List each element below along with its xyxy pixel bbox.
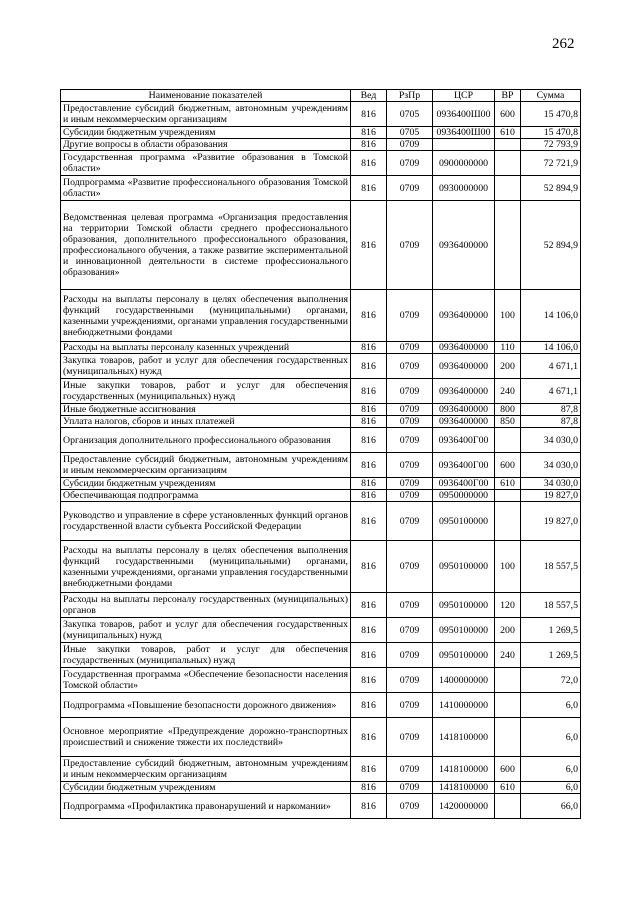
row-rzpr: 0709: [387, 668, 433, 693]
row-sum: 52 894,9: [521, 201, 581, 290]
row-vr: 100: [495, 290, 521, 342]
table-row: [61, 541, 581, 593]
row-ved: 816: [351, 453, 387, 478]
row-name: Подпрограмма «Повышение безопасности дорожного движения»: [61, 693, 351, 718]
row-ved: 816: [351, 794, 387, 819]
row-name: Предоставление субсидий бюджетным, автономным учреждениям и иным некоммерческим организациям: [61, 757, 351, 782]
row-vr: 850: [495, 416, 521, 428]
row-name: Уплата налогов, сборов и иных платежей: [61, 416, 351, 428]
row-sum: 87,8: [521, 416, 581, 428]
row-ved: 816: [351, 404, 387, 416]
row-sum: 19 827,0: [521, 502, 581, 541]
row-name: Государственная программа «Обеспечение безопасности населения Томской области»: [61, 668, 351, 693]
table-row: [61, 502, 581, 541]
row-name: Расходы на выплаты персоналу в целях обеспечения выполнения функций государственными (муниципальными) органами, казенными учреждениями, органами управления государственными внебюджетными фондами: [61, 290, 351, 342]
row-sum: 15 470,8: [521, 102, 581, 127]
row-rzpr: 0709: [387, 541, 433, 593]
row-vr: 240: [495, 643, 521, 668]
row-name: Ведомственная целевая программа «Организация предоставления на территории Томской области среднего профессионального образования, дополнительного профессионального образования, профессионального обучения, а также развитие экспериментальной и инновационной деятельности в системе профессионального образования»: [61, 201, 351, 290]
row-sum: 15 470,8: [521, 127, 581, 139]
row-rzpr: 0709: [387, 490, 433, 502]
table-row: [61, 416, 581, 428]
row-name: Предоставление субсидий бюджетным, автономным учреждениям и иным некоммерческим организациям: [61, 453, 351, 478]
row-rzpr: 0709: [387, 354, 433, 379]
row-ved: 816: [351, 428, 387, 453]
row-sum: 52 894,9: [521, 176, 581, 201]
column-header-name: Наименование показателей: [61, 90, 351, 102]
row-sum: 72 793,9: [521, 139, 581, 151]
row-csr: 1410000000: [433, 693, 495, 718]
row-rzpr: 0709: [387, 618, 433, 643]
row-name: Субсидии бюджетным учреждениям: [61, 478, 351, 490]
table-row: [61, 718, 581, 757]
row-ved: 816: [351, 416, 387, 428]
row-ved: 816: [351, 127, 387, 139]
row-rzpr: 0709: [387, 139, 433, 151]
row-ved: 816: [351, 290, 387, 342]
row-name: Расходы на выплаты персоналу казенных учреждений: [61, 342, 351, 354]
table-row: [61, 453, 581, 478]
row-ved: 816: [351, 541, 387, 593]
row-csr: 0936400000: [433, 201, 495, 290]
table-row: [61, 139, 581, 151]
row-sum: 14 106,0: [521, 342, 581, 354]
row-name: Субсидии бюджетным учреждениям: [61, 127, 351, 139]
row-vr: [495, 151, 521, 176]
row-name: Основное мероприятие «Предупреждение дорожно-транспортных происшествий и снижение тяжести их последствий»: [61, 718, 351, 757]
row-csr: 0950100000: [433, 618, 495, 643]
row-ved: 816: [351, 354, 387, 379]
row-csr: 0936400Г00: [433, 453, 495, 478]
table-row: [61, 354, 581, 379]
row-ved: 816: [351, 102, 387, 127]
row-sum: 34 030,0: [521, 428, 581, 453]
budget-table: [60, 89, 581, 819]
row-sum: 18 557,5: [521, 541, 581, 593]
column-header-csr: ЦСР: [433, 90, 495, 102]
row-sum: 34 030,0: [521, 478, 581, 490]
row-csr: 0936400000: [433, 354, 495, 379]
row-sum: 1 269,5: [521, 618, 581, 643]
column-header-vr: ВР: [495, 90, 521, 102]
row-vr: [495, 794, 521, 819]
row-rzpr: 0709: [387, 151, 433, 176]
row-csr: 0936400000: [433, 416, 495, 428]
row-vr: 240: [495, 379, 521, 404]
row-sum: 72,0: [521, 668, 581, 693]
row-sum: 6,0: [521, 718, 581, 757]
row-ved: 816: [351, 379, 387, 404]
row-vr: 110: [495, 342, 521, 354]
row-name: Расходы на выплаты персоналу в целях обеспечения выполнения функций государственными (муниципальными) органами, казенными учреждениями, органами управления государственными внебюджетными фондами: [61, 541, 351, 593]
row-csr: 0936400Г00: [433, 478, 495, 490]
row-vr: 610: [495, 478, 521, 490]
row-csr: 1418100000: [433, 782, 495, 794]
row-rzpr: 0709: [387, 416, 433, 428]
row-csr: 0936400Ш00: [433, 127, 495, 139]
row-ved: 816: [351, 593, 387, 618]
row-vr: 600: [495, 102, 521, 127]
row-ved: 816: [351, 490, 387, 502]
row-csr: 1420000000: [433, 794, 495, 819]
table-row: [61, 102, 581, 127]
row-sum: 72 721,9: [521, 151, 581, 176]
row-csr: 1418100000: [433, 718, 495, 757]
row-vr: 600: [495, 453, 521, 478]
row-sum: 1 269,5: [521, 643, 581, 668]
row-sum: 14 106,0: [521, 290, 581, 342]
row-ved: 816: [351, 668, 387, 693]
table-row: [61, 404, 581, 416]
row-ved: 816: [351, 757, 387, 782]
row-ved: 816: [351, 643, 387, 668]
row-name: Государственная программа «Развитие образования в Томской области»: [61, 151, 351, 176]
row-vr: [495, 490, 521, 502]
row-rzpr: 0709: [387, 478, 433, 490]
row-csr: 0950100000: [433, 502, 495, 541]
row-vr: [495, 668, 521, 693]
row-rzpr: 0709: [387, 502, 433, 541]
row-name: Организация дополнительного профессионального образования: [61, 428, 351, 453]
row-csr: 0936400000: [433, 342, 495, 354]
table-row: [61, 176, 581, 201]
table-row: [61, 618, 581, 643]
row-vr: [495, 139, 521, 151]
row-rzpr: 0705: [387, 127, 433, 139]
row-vr: [495, 201, 521, 290]
row-vr: [495, 502, 521, 541]
row-ved: 816: [351, 718, 387, 757]
row-name: Закупка товаров, работ и услуг для обеспечения государственных (муниципальных) нужд: [61, 354, 351, 379]
column-header-rzpr: РзПр: [387, 90, 433, 102]
page-number: 262: [552, 36, 575, 52]
row-name: Обеспечивающая подпрограмма: [61, 490, 351, 502]
row-sum: 34 030,0: [521, 453, 581, 478]
row-name: Иные закупки товаров, работ и услуг для обеспечения государственных (муниципальных) нужд: [61, 643, 351, 668]
column-header-sum: Сумма: [521, 90, 581, 102]
row-vr: 200: [495, 354, 521, 379]
row-ved: 816: [351, 693, 387, 718]
row-rzpr: 0709: [387, 693, 433, 718]
row-ved: 816: [351, 176, 387, 201]
row-ved: 816: [351, 151, 387, 176]
table-row: [61, 757, 581, 782]
row-sum: 6,0: [521, 693, 581, 718]
row-rzpr: 0709: [387, 794, 433, 819]
row-csr: [433, 139, 495, 151]
row-csr: 1400000000: [433, 668, 495, 693]
row-name: Руководство и управление в сфере установленных функций органов государственной власти субъекта Российской Федерации: [61, 502, 351, 541]
table-row: [61, 290, 581, 342]
row-csr: 0930000000: [433, 176, 495, 201]
table-row: [61, 593, 581, 618]
table-header-row: [61, 90, 581, 102]
row-ved: 816: [351, 139, 387, 151]
row-vr: 600: [495, 757, 521, 782]
row-csr: 1418100000: [433, 757, 495, 782]
table-row: [61, 428, 581, 453]
row-name: Иные бюджетные ассигнования: [61, 404, 351, 416]
row-vr: 120: [495, 593, 521, 618]
row-name: Подпрограмма «Развитие профессионального образования Томской области»: [61, 176, 351, 201]
row-vr: 100: [495, 541, 521, 593]
row-vr: [495, 693, 521, 718]
table-row: [61, 342, 581, 354]
row-csr: 0900000000: [433, 151, 495, 176]
table-row: [61, 201, 581, 290]
row-name: Предоставление субсидий бюджетным, автономным учреждениям и иным некоммерческим организациям: [61, 102, 351, 127]
row-ved: 816: [351, 618, 387, 643]
row-name: Другие вопросы в области образования: [61, 139, 351, 151]
column-header-ved: Вед: [351, 90, 387, 102]
table-row: [61, 782, 581, 794]
row-sum: 66,0: [521, 794, 581, 819]
row-sum: 19 827,0: [521, 490, 581, 502]
row-rzpr: 0709: [387, 757, 433, 782]
row-sum: 18 557,5: [521, 593, 581, 618]
table-row: [61, 379, 581, 404]
row-sum: 6,0: [521, 757, 581, 782]
row-rzpr: 0709: [387, 643, 433, 668]
row-rzpr: 0709: [387, 593, 433, 618]
row-name: Расходы на выплаты персоналу государственных (муниципальных) органов: [61, 593, 351, 618]
row-ved: 816: [351, 502, 387, 541]
row-csr: 0950100000: [433, 593, 495, 618]
row-rzpr: 0709: [387, 428, 433, 453]
row-csr: 0936400Г00: [433, 428, 495, 453]
row-sum: 4 671,1: [521, 354, 581, 379]
row-rzpr: 0709: [387, 782, 433, 794]
row-rzpr: 0705: [387, 102, 433, 127]
row-ved: 816: [351, 201, 387, 290]
row-name: Закупка товаров, работ и услуг для обеспечения государственных (муниципальных) нужд: [61, 618, 351, 643]
table-row: [61, 643, 581, 668]
row-ved: 816: [351, 782, 387, 794]
row-sum: 87,8: [521, 404, 581, 416]
table-row: [61, 151, 581, 176]
row-vr: [495, 718, 521, 757]
row-vr: [495, 428, 521, 453]
row-vr: [495, 176, 521, 201]
row-rzpr: 0709: [387, 404, 433, 416]
row-name: Подпрограмма «Профилактика правонарушений и наркомании»: [61, 794, 351, 819]
table-row: [61, 490, 581, 502]
row-rzpr: 0709: [387, 342, 433, 354]
row-csr: 0950100000: [433, 541, 495, 593]
row-ved: 816: [351, 478, 387, 490]
row-vr: 610: [495, 782, 521, 794]
row-csr: 0950000000: [433, 490, 495, 502]
table-row: [61, 794, 581, 819]
row-vr: 610: [495, 127, 521, 139]
table-row: [61, 127, 581, 139]
row-csr: 0936400000: [433, 404, 495, 416]
table-row: [61, 668, 581, 693]
row-rzpr: 0709: [387, 176, 433, 201]
row-name: Иные закупки товаров, работ и услуг для обеспечения государственных (муниципальных) нужд: [61, 379, 351, 404]
row-rzpr: 0709: [387, 290, 433, 342]
row-vr: 800: [495, 404, 521, 416]
row-sum: 6,0: [521, 782, 581, 794]
row-csr: 0936400000: [433, 290, 495, 342]
row-csr: 0950100000: [433, 643, 495, 668]
row-rzpr: 0709: [387, 379, 433, 404]
row-rzpr: 0709: [387, 718, 433, 757]
row-rzpr: 0709: [387, 453, 433, 478]
row-name: Субсидии бюджетным учреждениям: [61, 782, 351, 794]
row-ved: 816: [351, 342, 387, 354]
row-rzpr: 0709: [387, 201, 433, 290]
row-csr: 0936400000: [433, 379, 495, 404]
row-vr: 200: [495, 618, 521, 643]
row-csr: 0936400Ш00: [433, 102, 495, 127]
row-sum: 4 671,1: [521, 379, 581, 404]
table-row: [61, 693, 581, 718]
table-row: [61, 478, 581, 490]
